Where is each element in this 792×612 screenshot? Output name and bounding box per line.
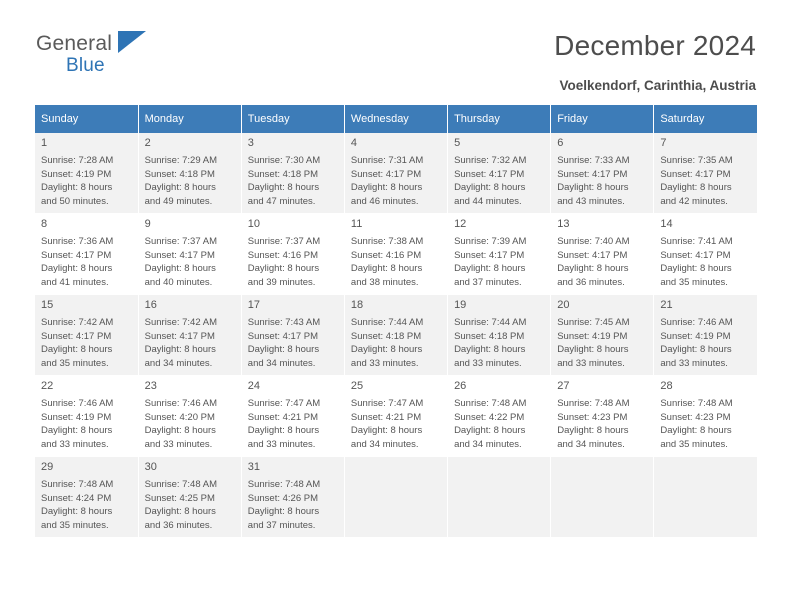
- sunset-text: Sunset: 4:24 PM: [41, 492, 112, 504]
- day-number: 7: [660, 137, 667, 149]
- sunrise-text: Sunrise: 7:36 AM: [41, 236, 114, 248]
- day-number: 21: [660, 299, 673, 311]
- daylight-text-line2: and 39 minutes.: [247, 276, 316, 288]
- weekday-header-friday: Friday: [551, 105, 654, 133]
- daylight-text-line2: and 33 minutes.: [247, 438, 316, 450]
- day-number: 1: [41, 137, 48, 149]
- daylight-text-line1: Daylight: 8 hours: [247, 506, 320, 518]
- calendar-day-cell[interactable]: [138, 376, 241, 457]
- calendar-day-cell[interactable]: [551, 295, 654, 376]
- day-number: 11: [350, 218, 363, 230]
- daylight-text-line2: and 35 minutes.: [660, 438, 728, 450]
- sunrise-text: Sunrise: 7:48 AM: [557, 398, 630, 410]
- calendar-day-cell[interactable]: [344, 295, 447, 376]
- calendar-week-row: [35, 457, 757, 538]
- weekday-header-monday: Monday: [138, 105, 241, 133]
- logo-text-blue: Blue: [66, 55, 105, 76]
- sunrise-text: Sunrise: 7:46 AM: [41, 398, 114, 410]
- sunset-text: Sunset: 4:23 PM: [660, 411, 731, 423]
- daylight-text-line2: and 33 minutes.: [660, 357, 728, 369]
- daylight-text-line2: and 33 minutes.: [454, 357, 522, 369]
- daylight-text-line2: and 35 minutes.: [41, 519, 109, 531]
- daylight-text-line2: and 35 minutes.: [41, 357, 109, 369]
- daylight-text-line2: and 38 minutes.: [350, 276, 419, 288]
- daylight-text-line1: Daylight: 8 hours: [557, 263, 629, 275]
- day-number: 22: [41, 380, 54, 392]
- daylight-text-line2: and 40 minutes.: [144, 276, 213, 288]
- calendar-day-cell[interactable]: [344, 376, 447, 457]
- calendar-week-row: [35, 214, 757, 295]
- day-number: 19: [454, 299, 467, 311]
- daylight-text-line1: Daylight: 8 hours: [41, 506, 113, 518]
- daylight-text-line1: Daylight: 8 hours: [144, 182, 216, 194]
- sunset-text: Sunset: 4:21 PM: [247, 411, 319, 423]
- sunset-text: Sunset: 4:17 PM: [144, 330, 215, 342]
- calendar-day-cell[interactable]: [35, 133, 138, 214]
- sunset-text: Sunset: 4:25 PM: [144, 492, 215, 504]
- calendar-week-row: [35, 295, 757, 376]
- sunset-text: Sunset: 4:17 PM: [41, 330, 112, 342]
- sunset-text: Sunset: 4:21 PM: [350, 411, 422, 423]
- daylight-text-line1: Daylight: 8 hours: [247, 182, 320, 194]
- sunrise-text: Sunrise: 7:44 AM: [350, 317, 424, 329]
- day-number: 26: [454, 380, 467, 392]
- daylight-text-line2: and 33 minutes.: [350, 357, 419, 369]
- day-number: 28: [660, 380, 673, 392]
- sunset-text: Sunset: 4:17 PM: [557, 249, 628, 261]
- sunset-text: Sunset: 4:17 PM: [557, 168, 628, 180]
- daylight-text-line2: and 49 minutes.: [144, 195, 213, 207]
- weekday-header-saturday: Saturday: [654, 105, 757, 133]
- calendar-day-cell[interactable]: [241, 376, 344, 457]
- day-number: 9: [144, 218, 151, 230]
- day-number: 17: [247, 299, 261, 311]
- daylight-text-line2: and 41 minutes.: [41, 276, 109, 288]
- sunrise-text: Sunrise: 7:30 AM: [247, 155, 321, 167]
- daylight-text-line1: Daylight: 8 hours: [247, 263, 320, 275]
- calendar-week-row: [35, 133, 757, 214]
- day-number: 5: [454, 137, 461, 149]
- sunset-text: Sunset: 4:19 PM: [41, 411, 112, 423]
- calendar-day-cell[interactable]: [448, 214, 551, 295]
- sunrise-text: Sunrise: 7:48 AM: [41, 479, 114, 491]
- daylight-text-line1: Daylight: 8 hours: [454, 182, 526, 194]
- sunset-text: Sunset: 4:19 PM: [557, 330, 628, 342]
- daylight-text-line2: and 34 minutes.: [247, 357, 316, 369]
- day-number: 25: [350, 380, 364, 392]
- sunset-text: Sunset: 4:16 PM: [247, 249, 319, 261]
- day-number: 10: [247, 218, 261, 230]
- sunrise-text: Sunrise: 7:28 AM: [41, 155, 114, 167]
- daylight-text-line2: and 34 minutes.: [350, 438, 419, 450]
- daylight-text-line1: Daylight: 8 hours: [557, 182, 629, 194]
- daylight-text-line1: Daylight: 8 hours: [557, 344, 629, 356]
- sunrise-text: Sunrise: 7:45 AM: [557, 317, 630, 329]
- page-title: December 2024: [554, 30, 756, 61]
- day-number: 14: [660, 218, 673, 230]
- daylight-text-line1: Daylight: 8 hours: [660, 263, 732, 275]
- daylight-text-line1: Daylight: 8 hours: [41, 182, 113, 194]
- calendar-day-cell[interactable]: [448, 376, 551, 457]
- daylight-text-line2: and 50 minutes.: [41, 195, 109, 207]
- calendar-day-cell[interactable]: [344, 133, 447, 214]
- sunrise-text: Sunrise: 7:37 AM: [247, 236, 321, 248]
- daylight-text-line1: Daylight: 8 hours: [144, 263, 216, 275]
- sunrise-text: Sunrise: 7:41 AM: [660, 236, 733, 248]
- daylight-text-line1: Daylight: 8 hours: [350, 425, 423, 437]
- day-number: 29: [41, 461, 54, 473]
- weekday-header-row: [35, 105, 757, 133]
- calendar-day-cell[interactable]: [654, 133, 757, 214]
- day-number: 3: [247, 137, 254, 149]
- calendar-day-cell[interactable]: [138, 295, 241, 376]
- calendar-day-cell[interactable]: [241, 214, 344, 295]
- calendar-day-cell[interactable]: [138, 133, 241, 214]
- sunrise-text: Sunrise: 7:31 AM: [350, 155, 424, 167]
- calendar-day-cell[interactable]: [35, 376, 138, 457]
- daylight-text-line2: and 34 minutes.: [454, 438, 522, 450]
- daylight-text-line2: and 37 minutes.: [454, 276, 522, 288]
- calendar-day-cell[interactable]: [654, 214, 757, 295]
- calendar-day-cell[interactable]: [448, 133, 551, 214]
- daylight-text-line2: and 36 minutes.: [144, 519, 213, 531]
- day-number: 23: [144, 380, 157, 392]
- daylight-text-line2: and 46 minutes.: [350, 195, 419, 207]
- sunset-text: Sunset: 4:17 PM: [454, 168, 525, 180]
- logo-text-general: General: [36, 32, 113, 55]
- sunrise-text: Sunrise: 7:42 AM: [41, 317, 114, 329]
- calendar-day-cell[interactable]: [551, 376, 654, 457]
- daylight-text-line1: Daylight: 8 hours: [350, 344, 423, 356]
- sunrise-text: Sunrise: 7:42 AM: [144, 317, 217, 329]
- daylight-text-line2: and 43 minutes.: [557, 195, 625, 207]
- daylight-text-line1: Daylight: 8 hours: [454, 344, 526, 356]
- sunrise-text: Sunrise: 7:40 AM: [557, 236, 630, 248]
- daylight-text-line1: Daylight: 8 hours: [660, 182, 732, 194]
- calendar-day-cell[interactable]: [344, 214, 447, 295]
- daylight-text-line2: and 37 minutes.: [247, 519, 316, 531]
- day-number: 4: [350, 137, 358, 149]
- daylight-text-line2: and 36 minutes.: [557, 276, 625, 288]
- calendar-day-cell[interactable]: [241, 295, 344, 376]
- daylight-text-line2: and 42 minutes.: [660, 195, 728, 207]
- sunrise-text: Sunrise: 7:47 AM: [247, 398, 321, 410]
- calendar-day-cell[interactable]: [241, 133, 344, 214]
- sunset-text: Sunset: 4:17 PM: [350, 168, 422, 180]
- day-number: 2: [144, 137, 151, 149]
- sunset-text: Sunset: 4:26 PM: [247, 492, 319, 504]
- daylight-text-line1: Daylight: 8 hours: [41, 263, 113, 275]
- calendar-day-cell[interactable]: [551, 133, 654, 214]
- day-number: 20: [557, 299, 570, 311]
- sunrise-text: Sunrise: 7:48 AM: [144, 479, 217, 491]
- sunrise-text: Sunrise: 7:37 AM: [144, 236, 217, 248]
- calendar-day-cell[interactable]: [35, 457, 138, 538]
- sunset-text: Sunset: 4:17 PM: [660, 249, 731, 261]
- day-number: 8: [41, 218, 48, 230]
- daylight-text-line1: Daylight: 8 hours: [454, 425, 526, 437]
- sunset-text: Sunset: 4:17 PM: [41, 249, 112, 261]
- day-number: 16: [144, 299, 157, 311]
- sunset-text: Sunset: 4:19 PM: [660, 330, 731, 342]
- weekday-header-sunday: Sunday: [35, 105, 138, 133]
- daylight-text-line2: and 44 minutes.: [454, 195, 522, 207]
- sunrise-text: Sunrise: 7:38 AM: [350, 236, 424, 248]
- sunrise-text: Sunrise: 7:46 AM: [144, 398, 217, 410]
- calendar-empty-cell: [344, 457, 447, 538]
- sunset-text: Sunset: 4:17 PM: [247, 330, 319, 342]
- page-header: [0, 0, 792, 100]
- sunset-text: Sunset: 4:18 PM: [144, 168, 215, 180]
- location-subtitle: Voelkendorf, Carinthia, Austria: [559, 78, 756, 93]
- sunrise-sunset-calendar: [35, 105, 757, 538]
- daylight-text-line2: and 34 minutes.: [557, 438, 625, 450]
- calendar-day-cell[interactable]: [138, 214, 241, 295]
- sunrise-text: Sunrise: 7:29 AM: [144, 155, 217, 167]
- sunset-text: Sunset: 4:16 PM: [350, 249, 422, 261]
- sunset-text: Sunset: 4:23 PM: [557, 411, 628, 423]
- day-number: 15: [41, 299, 54, 311]
- sunset-text: Sunset: 4:18 PM: [454, 330, 525, 342]
- daylight-text-line2: and 34 minutes.: [144, 357, 213, 369]
- daylight-text-line1: Daylight: 8 hours: [144, 506, 216, 518]
- sunrise-text: Sunrise: 7:35 AM: [660, 155, 733, 167]
- daylight-text-line2: and 47 minutes.: [247, 195, 316, 207]
- sunrise-text: Sunrise: 7:48 AM: [660, 398, 733, 410]
- day-number: 30: [144, 461, 157, 473]
- day-number: 31: [247, 461, 261, 473]
- calendar-empty-cell: [448, 457, 551, 538]
- calendar-day-cell[interactable]: [448, 295, 551, 376]
- daylight-text-line1: Daylight: 8 hours: [660, 344, 732, 356]
- daylight-text-line1: Daylight: 8 hours: [247, 425, 320, 437]
- sunset-text: Sunset: 4:20 PM: [144, 411, 215, 423]
- sunrise-text: Sunrise: 7:48 AM: [454, 398, 527, 410]
- sunrise-text: Sunrise: 7:44 AM: [454, 317, 527, 329]
- weekday-header-thursday: Thursday: [448, 105, 551, 133]
- sunrise-text: Sunrise: 7:33 AM: [557, 155, 630, 167]
- day-number: 13: [557, 218, 570, 230]
- logo[interactable]: [36, 33, 112, 75]
- day-number: 18: [350, 299, 364, 311]
- sunset-text: Sunset: 4:19 PM: [41, 168, 112, 180]
- sunrise-text: Sunrise: 7:46 AM: [660, 317, 733, 329]
- daylight-text-line1: Daylight: 8 hours: [144, 344, 216, 356]
- daylight-text-line1: Daylight: 8 hours: [350, 263, 423, 275]
- sunset-text: Sunset: 4:18 PM: [350, 330, 422, 342]
- sunset-text: Sunset: 4:18 PM: [247, 168, 319, 180]
- daylight-text-line1: Daylight: 8 hours: [660, 425, 732, 437]
- sunrise-text: Sunrise: 7:48 AM: [247, 479, 321, 491]
- sunset-text: Sunset: 4:17 PM: [454, 249, 525, 261]
- daylight-text-line1: Daylight: 8 hours: [41, 425, 113, 437]
- calendar-empty-cell: [654, 457, 757, 538]
- sunset-text: Sunset: 4:22 PM: [454, 411, 525, 423]
- sunset-text: Sunset: 4:17 PM: [144, 249, 215, 261]
- daylight-text-line2: and 33 minutes.: [144, 438, 213, 450]
- calendar-week-row: [35, 376, 757, 457]
- day-number: 24: [247, 380, 261, 392]
- day-number: 12: [454, 218, 467, 230]
- sunrise-text: Sunrise: 7:39 AM: [454, 236, 527, 248]
- calendar-day-cell[interactable]: [654, 295, 757, 376]
- calendar-day-cell[interactable]: [35, 214, 138, 295]
- weekday-header-tuesday: Tuesday: [241, 105, 344, 133]
- sunrise-text: Sunrise: 7:32 AM: [454, 155, 527, 167]
- sunrise-text: Sunrise: 7:43 AM: [247, 317, 321, 329]
- daylight-text-line2: and 33 minutes.: [41, 438, 109, 450]
- daylight-text-line2: and 35 minutes.: [660, 276, 728, 288]
- sunrise-text: Sunrise: 7:47 AM: [350, 398, 424, 410]
- calendar-day-cell[interactable]: [241, 457, 344, 538]
- daylight-text-line1: Daylight: 8 hours: [350, 182, 423, 194]
- daylight-text-line1: Daylight: 8 hours: [454, 263, 526, 275]
- daylight-text-line2: and 33 minutes.: [557, 357, 625, 369]
- weekday-header-wednesday: Wednesday: [344, 105, 447, 133]
- sunset-text: Sunset: 4:17 PM: [660, 168, 731, 180]
- calendar-empty-cell: [551, 457, 654, 538]
- day-number: 6: [557, 137, 564, 149]
- calendar-day-cell[interactable]: [654, 376, 757, 457]
- calendar-day-cell[interactable]: [138, 457, 241, 538]
- calendar-day-cell[interactable]: [35, 295, 138, 376]
- daylight-text-line1: Daylight: 8 hours: [41, 344, 113, 356]
- daylight-text-line1: Daylight: 8 hours: [247, 344, 320, 356]
- daylight-text-line1: Daylight: 8 hours: [557, 425, 629, 437]
- day-number: 27: [557, 380, 570, 392]
- logo-flag-icon: [118, 31, 146, 53]
- calendar-day-cell[interactable]: [551, 214, 654, 295]
- daylight-text-line1: Daylight: 8 hours: [144, 425, 216, 437]
